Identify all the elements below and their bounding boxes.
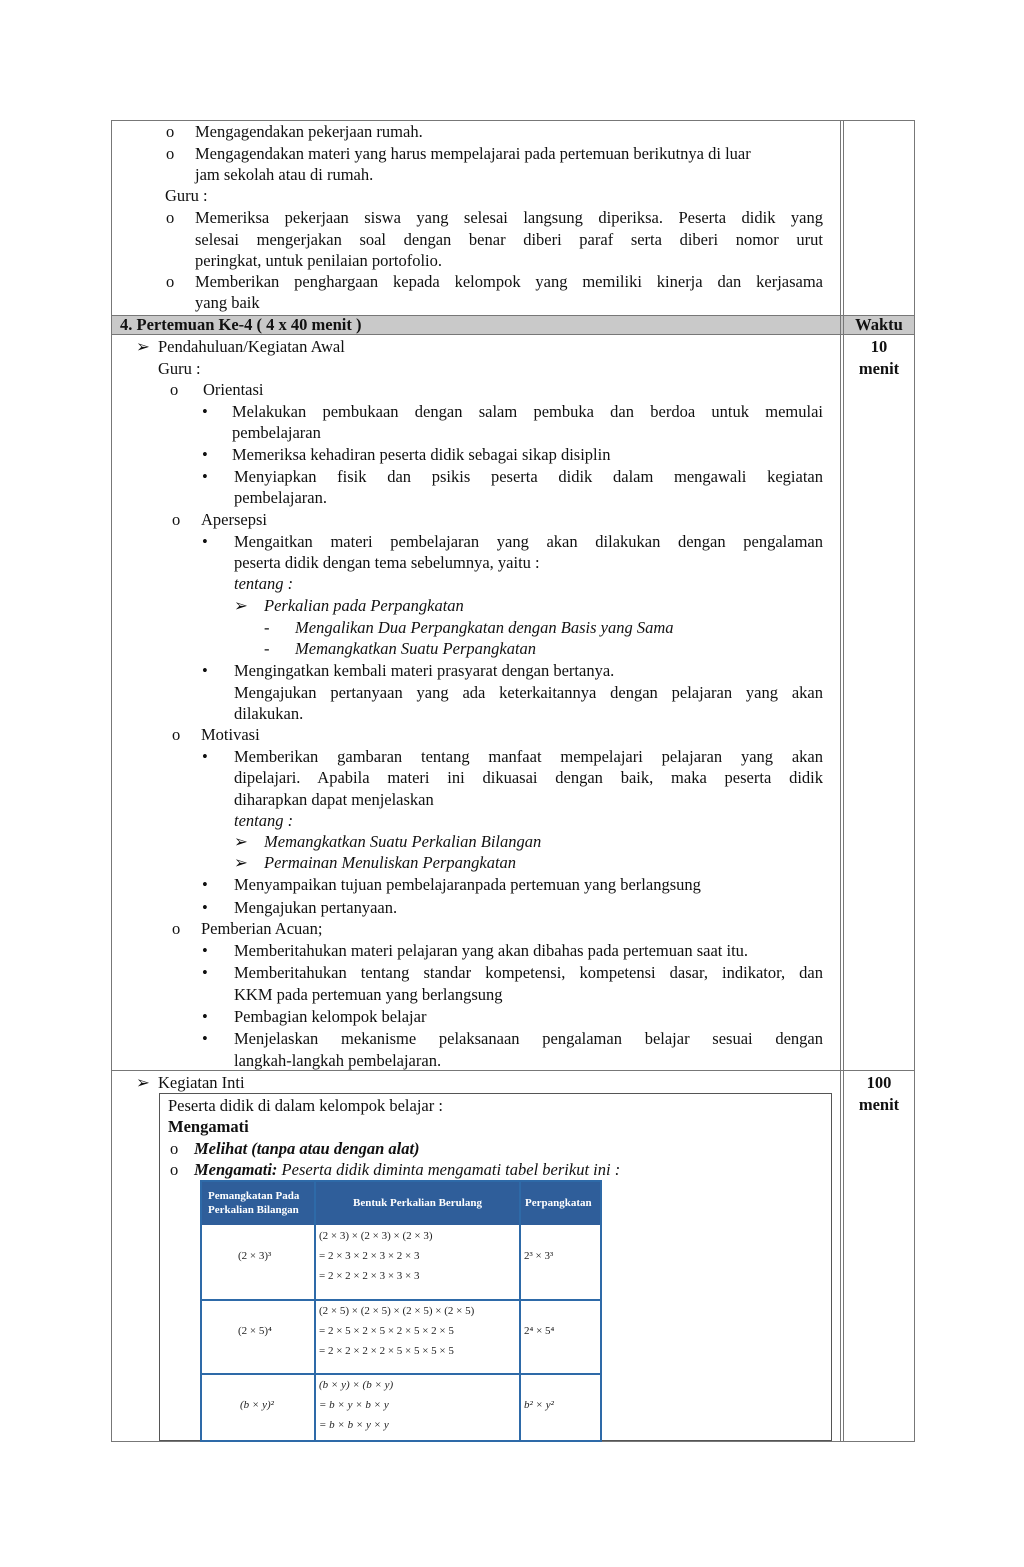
activity-item: Melihat (tanpa atau dengan alat) [194,1139,420,1158]
activity-item [194,1159,620,1180]
bullet-circle: o [172,510,181,529]
bullet-circle: o [166,144,175,163]
list-item: tentang : [234,574,294,593]
bullet-dot: • [202,402,208,421]
bullet-circle: o [172,725,181,744]
table-cell: = 2 × 5 × 2 × 5 × 2 × 5 × 2 × 5 [319,1325,454,1337]
list-item: Menyampaikan tujuan pembelajaranpada pertemuan yang berlangsung [234,875,701,894]
topic-item: Memangkatkan Suatu Perkalian Bilangan [264,832,542,851]
arrow-bullet: ➢ [136,1073,150,1092]
row-divider [112,1070,914,1071]
list-item: Mengingatkan kembali materi prasyarat dengan bertanya. [234,661,615,680]
table-cell: (b × y)² [240,1399,274,1411]
topic-item: Mengalikan Dua Perpangkatan dengan Basis yang Sama [295,618,674,637]
arrow-bullet: ➢ [234,832,248,851]
list-item: Mengajukan pertanyaan yang ada keterkaitannya dengan pelajaran yang akan [234,683,823,702]
subsection-orientasi: Orientasi [203,380,264,399]
table-cell: = 2 × 2 × 2 × 3 × 3 × 3 [319,1270,420,1282]
bullet-dot: • [202,467,208,486]
list-item: Melakukan pembukaan dengan salam pembuka dan berdoa untuk memulai [232,402,823,421]
table-cell: (2 × 3) × (2 × 3) × (2 × 3) [319,1230,433,1242]
bullet-dot: • [202,445,208,464]
list-item: dipelajari. Apabila materi ini dikuasai dengan baik, maka peserta didik [234,768,823,787]
bullet-circle: o [166,122,175,141]
bullet-circle: o [172,919,181,938]
bullet-dot: • [202,661,208,680]
arrow-bullet: ➢ [234,853,248,872]
closing-item: peringkat, untuk penilaian portofolio. [195,251,442,270]
list-item: Memberikan gambaran tentang manfaat mempelajari pelajaran yang akan [234,747,823,766]
awal-duration-value: 10 [870,337,888,356]
list-item: Mengaitkan materi pembelajaran yang akan dilakukan dengan pengalaman [234,532,823,551]
bullet-circle: o [170,1160,179,1179]
inti-intro: Peserta didik di dalam kelompok belajar : [168,1096,443,1115]
subsection-motivasi: Motivasi [201,725,260,744]
list-item: Mengajukan pertanyaan. [234,898,398,917]
list-item: Memberitahukan tentang standar kompetensi, kompetensi dasar, indikator, dan [234,963,823,982]
table-col-divider [519,1182,521,1440]
time-header: Waktu [855,315,903,334]
list-item: pembelajaran. [234,488,327,507]
table-cell: = b × b × y × y [319,1419,389,1431]
table-cell: = 2 × 3 × 2 × 3 × 2 × 3 [319,1250,420,1262]
topic-item: Permainan Menuliskan Perpangkatan [264,853,517,872]
bullet-dot: • [202,875,208,894]
closing-item: yang baik [195,293,260,312]
list-item: pembelajaran [232,423,321,442]
activity-text: Peserta didik diminta mengamati tabel berikut ini : [277,1160,621,1179]
list-item: Pembagian kelompok belajar [234,1007,427,1026]
closing-item: Mengagendakan materi yang harus mempelajarai pada pertemuan berikutnya di luar [195,144,751,163]
table-cell: = 2 × 2 × 2 × 2 × 5 × 5 × 5 × 5 [319,1345,454,1357]
list-item: langkah-langkah pembelajaran. [234,1051,442,1070]
bullet-circle: o [166,208,175,227]
section-heading-awal: Pendahuluan/Kegiatan Awal [158,337,345,356]
table-cell: (2 × 5) × (2 × 5) × (2 × 5) × (2 × 5) [319,1305,475,1317]
table-header-cell: Bentuk Perkalian Berulang [353,1197,482,1209]
teacher-label: Guru : [158,359,201,378]
bullet-dot: • [202,747,208,766]
bullet-circle: o [170,1139,179,1158]
bullet-dot: • [202,898,208,917]
bullet-dot: • [202,963,208,982]
list-item: Menjelaskan mekanisme pelaksanaan pengalaman belajar sesuai dengan [234,1029,823,1048]
inti-duration-unit: menit [858,1095,900,1114]
activity-mengamati: Mengamati [168,1117,249,1136]
list-item: tentang : [234,811,294,830]
subsection-acuan: Pemberian Acuan; [201,919,323,938]
meeting-title: 4. Pertemuan Ke-4 ( 4 x 40 menit ) [120,315,362,334]
table-cell: = b × y × b × y [319,1399,389,1411]
table-cell: 2³ × 3³ [524,1250,554,1262]
closing-item: jam sekolah atau di rumah. [195,165,374,184]
bullet-circle: o [166,272,175,291]
teacher-label: Guru : [165,186,208,205]
subsection-apersepsi: Apersepsi [201,510,267,529]
table-cell: (b × y) × (b × y) [319,1379,394,1391]
list-item: Menyiapkan fisik dan psikis peserta didik dalam mengawali kegiatan [234,467,823,486]
arrow-bullet: ➢ [136,337,150,356]
awal-duration-unit: menit [858,359,900,378]
dash-bullet: - [264,618,270,637]
table-cell: 2⁴ × 5⁴ [524,1325,555,1337]
closing-item: Memberikan penghargaan kepada kelompok yang memiliki kinerja dan kerjasama [195,272,823,291]
bullet-dot: • [202,1029,208,1048]
dash-bullet: - [264,639,270,658]
list-item: Memberitahukan materi pelajaran yang akan dibahas pada pertemuan saat itu. [234,941,749,960]
list-item: diharapkan dapat menjelaskan [234,790,434,809]
table-col-divider [314,1182,316,1440]
list-item: KKM pada pertemuan yang berlangsung [234,985,503,1004]
table-header-cell: Perpangkatan [525,1197,592,1209]
section-heading-inti: Kegiatan Inti [158,1073,245,1092]
table-row-divider [202,1373,600,1375]
topic-item: Perkalian pada Perpangkatan [264,596,464,615]
bullet-dot: • [202,1007,208,1026]
lesson-plan-table [111,120,915,1442]
bullet-dot: • [202,532,208,551]
list-item: Memeriksa kehadiran peserta didik sebagai sikap disiplin [232,445,611,464]
inti-duration-value: 100 [866,1073,892,1092]
list-item: dilakukan. [234,704,304,723]
table-cell: (2 × 3)³ [238,1250,272,1262]
row-divider [112,334,914,335]
arrow-bullet: ➢ [234,596,248,615]
activity-label: Mengamati: [194,1160,278,1179]
table-cell: b² × y² [524,1399,554,1411]
bullet-dot: • [202,941,208,960]
topic-item: Memangkatkan Suatu Perpangkatan [295,639,537,658]
table-header-cell: Pemangkatan Pada Perkalian Bilangan [208,1190,300,1216]
time-column-divider [840,121,841,1441]
closing-item: Memeriksa pekerjaan siswa yang selesai langsung diperiksa. Peserta didik yang [195,208,823,227]
table-cell: (2 × 5)⁴ [238,1325,272,1337]
closing-item: Mengagendakan pekerjaan rumah. [195,122,423,141]
exponent-table [200,1180,602,1442]
list-item: peserta didik dengan tema sebelumnya, yaitu : [234,553,540,572]
closing-item: selesai mengerjakan soal dengan benar diberi paraf serta diberi nomor urut [195,230,823,249]
bullet-circle: o [170,380,179,399]
